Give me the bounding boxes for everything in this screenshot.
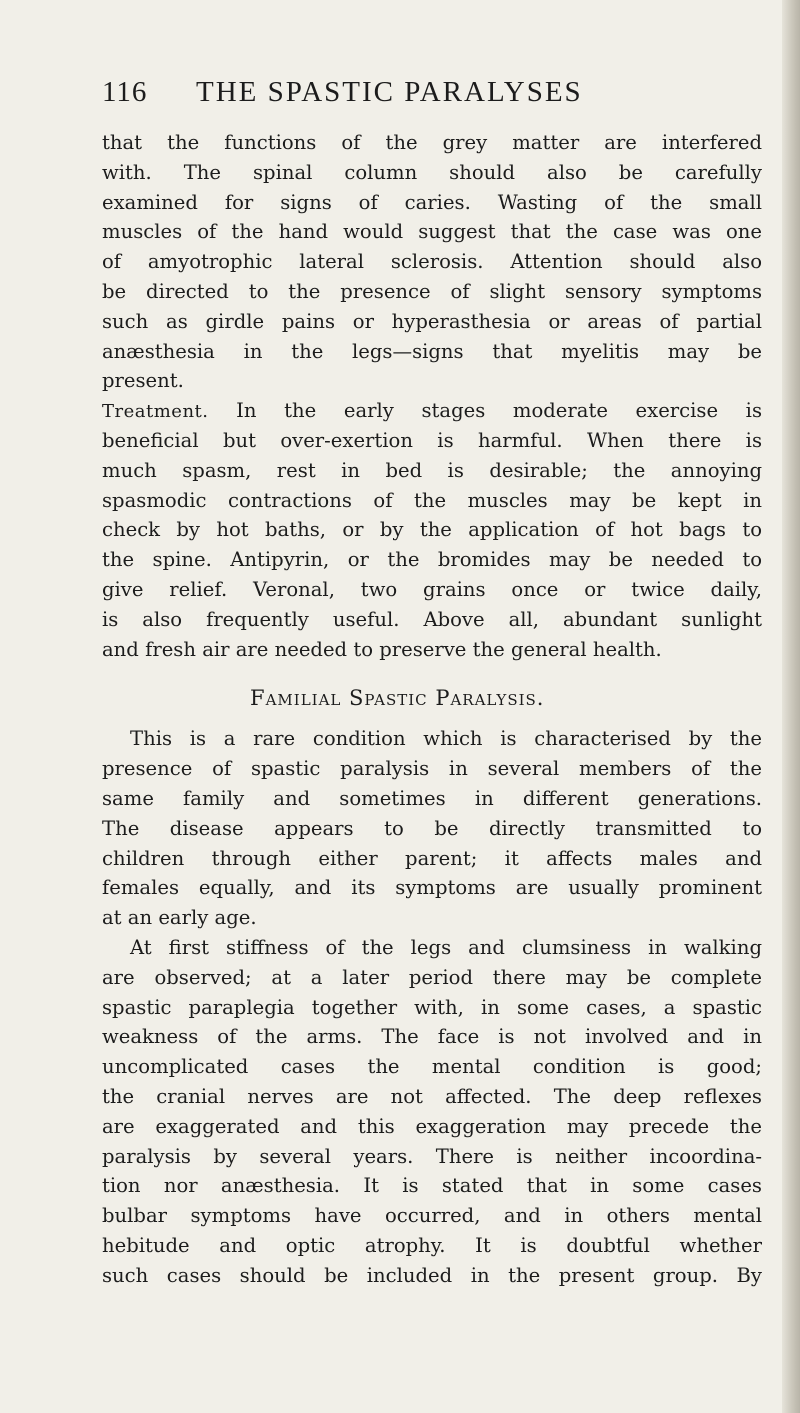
text-line: examined for signs of caries. Wasting of the small	[102, 190, 762, 214]
text-line: such as girdle pains or hyperasthesia or areas of partial	[102, 309, 762, 333]
text-line: the cranial nerves are not affected. The deep reflexes	[102, 1084, 762, 1108]
page-body	[102, 128, 762, 1290]
text-line: are observed; at a later period there may be complete	[102, 965, 762, 989]
text-line: spastic paraplegia together with, in some cases, a spastic	[102, 995, 762, 1019]
text-line: females equally, and its symptoms are usually prominent	[102, 876, 762, 900]
text-line: are exaggerated and this exaggeration may precede the	[102, 1114, 762, 1138]
treatment-first-line	[102, 396, 762, 426]
text-line: anæsthesia in the legs—signs that myelitis may be	[102, 339, 762, 363]
text-line: muscles of the hand would suggest that the case was one	[102, 220, 762, 244]
text-line: check by hot baths, or by the application of hot bags to	[102, 518, 762, 542]
page-number: 116	[102, 76, 148, 108]
text-line: uncomplicated cases the mental condition is good;	[102, 1055, 762, 1079]
text-line: presence of spastic paralysis in several members of the	[102, 757, 762, 781]
text-line: spasmodic contractions of the muscles may be kept in	[102, 488, 762, 512]
text-line-rest: In the early stages moderate exercise is	[236, 399, 763, 423]
text-line: at an early age.	[102, 906, 257, 930]
text-line: children through either parent; it affects males and	[102, 846, 762, 870]
text-line: hebitude and optic atrophy. It is doubtful whether	[102, 1233, 762, 1257]
paragraph-familial-intro	[102, 724, 762, 933]
text-line: that the functions of the grey matter are interfered	[102, 131, 762, 154]
section-heading: Familial Spastic Paralysis.	[250, 686, 545, 711]
running-title: THE SPASTIC PARALYSES	[196, 76, 583, 108]
text-line: At first stiffness of the legs and clumsiness in walking	[130, 935, 762, 959]
text-line: such cases should be included in the present group. By	[102, 1263, 762, 1287]
text-line: weakness of the arms. The face is not involved and in	[102, 1025, 762, 1049]
text-line: bulbar symptoms have occurred, and in others mental	[102, 1204, 762, 1228]
text-line: paralysis by several years. There is neither incoordina-	[102, 1144, 762, 1168]
text-line: This is a rare condition which is characterised by the	[130, 727, 762, 751]
text-line: and fresh air are needed to preserve the general health.	[102, 637, 662, 661]
text-line: beneficial but over-exertion is harmful. When there is	[102, 428, 762, 452]
text-line: be directed to the presence of slight sensory symptoms	[102, 279, 762, 303]
page-edge-shadow	[782, 0, 800, 1413]
text-line: is also frequently useful. Above all, abundant sunlight	[102, 607, 762, 631]
text-line: with. The spinal column should also be carefully	[102, 160, 762, 184]
text-line: The disease appears to be directly transmitted to	[102, 816, 762, 840]
text-line: give relief. Veronal, two grains once or twice daily,	[102, 577, 762, 601]
text-line: present.	[102, 369, 184, 393]
text-line: of amyotrophic lateral sclerosis. Attention should also	[102, 250, 762, 274]
text-line: the spine. Antipyrin, or the bromides may be needed to	[102, 548, 762, 572]
text-line: same family and sometimes in different generations.	[102, 786, 762, 810]
paragraph-treatment	[102, 396, 762, 664]
text-line: much spasm, rest in bed is desirable; the annoying	[102, 458, 762, 482]
treatment-sidehead: Treatment.	[102, 401, 209, 423]
paragraph-myelitis-signs	[102, 128, 762, 396]
paragraph-symptoms	[102, 933, 762, 1291]
text-line: tion nor anæsthesia. It is stated that in some cases	[102, 1174, 762, 1198]
